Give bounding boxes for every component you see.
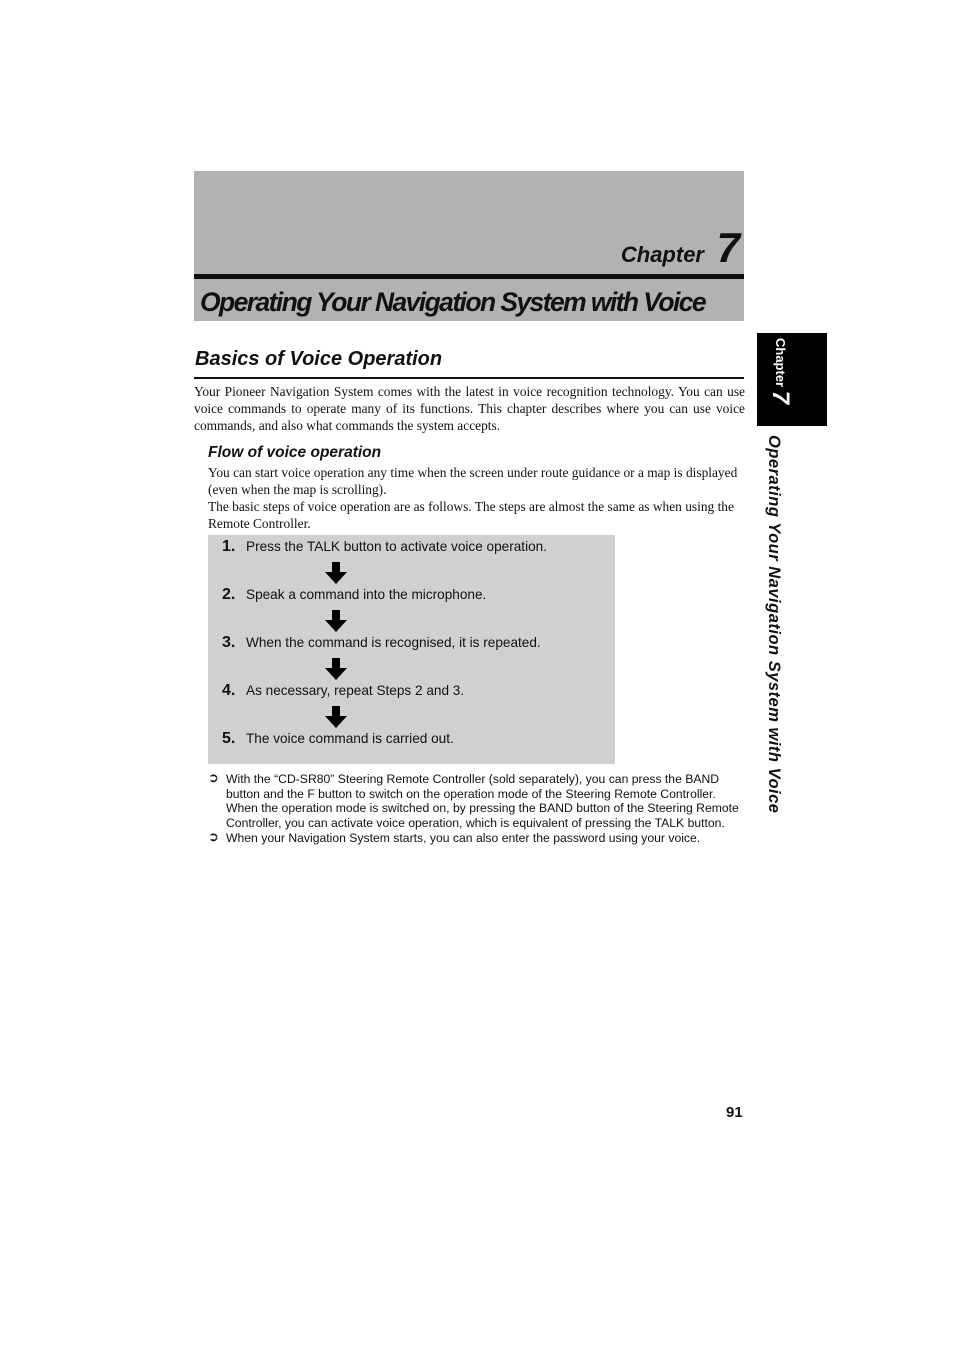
step-text: When the command is recognised, it is repeated. — [246, 635, 541, 650]
note-item — [208, 772, 745, 830]
step-2 — [222, 586, 486, 604]
side-chapter-number: 7 — [767, 390, 794, 405]
section-divider — [194, 377, 744, 379]
intro-paragraph: Your Pioneer Navigation System comes with the latest in voice recognition technology. You can use voice commands to operate many of its functions. This chapter describes where you can use voice commands, and also what commands the system accepts. — [194, 384, 745, 433]
note-item — [208, 831, 745, 846]
down-arrow-icon — [325, 562, 347, 584]
note-text: With the “CD-SR80” Steering Remote Controller (sold separately), you can press the BAND button and the F button to switch on the operation mode of the Steering Remote Controller. When the operation mode is switched on, by pressing the BAND button of the Steering Remote Controller, you can activate voice operation, which is equivalent of pressing the TALK button. — [226, 772, 739, 830]
chapter-title: Operating Your Navigation System with Voice — [200, 287, 706, 317]
step-1 — [222, 538, 547, 556]
step-text: The voice command is carried out. — [246, 731, 454, 746]
flow-heading: Flow of voice operation — [208, 444, 382, 461]
side-chapter-title: Operating Your Navigation System with Voice — [765, 435, 783, 814]
down-arrow-icon — [325, 610, 347, 632]
chapter-header — [194, 171, 744, 321]
step-3 — [222, 634, 541, 652]
step-number: 3. — [222, 634, 236, 651]
side-chapter-label — [766, 338, 794, 404]
note-arrow-icon: ➲ — [208, 770, 219, 785]
notes — [208, 772, 745, 847]
side-chapter-word: Chapter — [773, 338, 788, 388]
chapter-divider — [194, 274, 744, 279]
chapter-number: 7 — [716, 224, 740, 271]
step-5 — [222, 730, 454, 748]
step-text: Press the TALK button to activate voice operation. — [246, 539, 548, 554]
steps-box — [208, 535, 615, 764]
step-number: 1. — [222, 538, 236, 555]
step-number: 2. — [222, 586, 236, 603]
step-text: Speak a command into the microphone. — [246, 587, 487, 602]
flow-paragraph-2: The basic steps of voice operation are as follows. The steps are almost the same as when using the Remote Controller. — [208, 499, 734, 531]
page-number: 91 — [726, 1104, 743, 1121]
down-arrow-icon — [325, 658, 347, 680]
step-text: As necessary, repeat Steps 2 and 3. — [246, 683, 465, 698]
note-arrow-icon: ➲ — [208, 829, 219, 845]
note-text: When your Navigation System starts, you can also enter the password using your voice. — [226, 831, 701, 846]
step-number: 5. — [222, 730, 236, 747]
flow-body — [208, 464, 745, 532]
section-heading: Basics of Voice Operation — [195, 348, 443, 370]
down-arrow-icon — [325, 706, 347, 728]
flow-paragraph-1: You can start voice operation any time when the screen under route guidance or a map is displayed (even when the map is scrolling). — [208, 465, 738, 497]
step-4 — [222, 682, 464, 700]
chapter-label: Chapter — [620, 242, 704, 267]
step-number: 4. — [222, 682, 236, 699]
